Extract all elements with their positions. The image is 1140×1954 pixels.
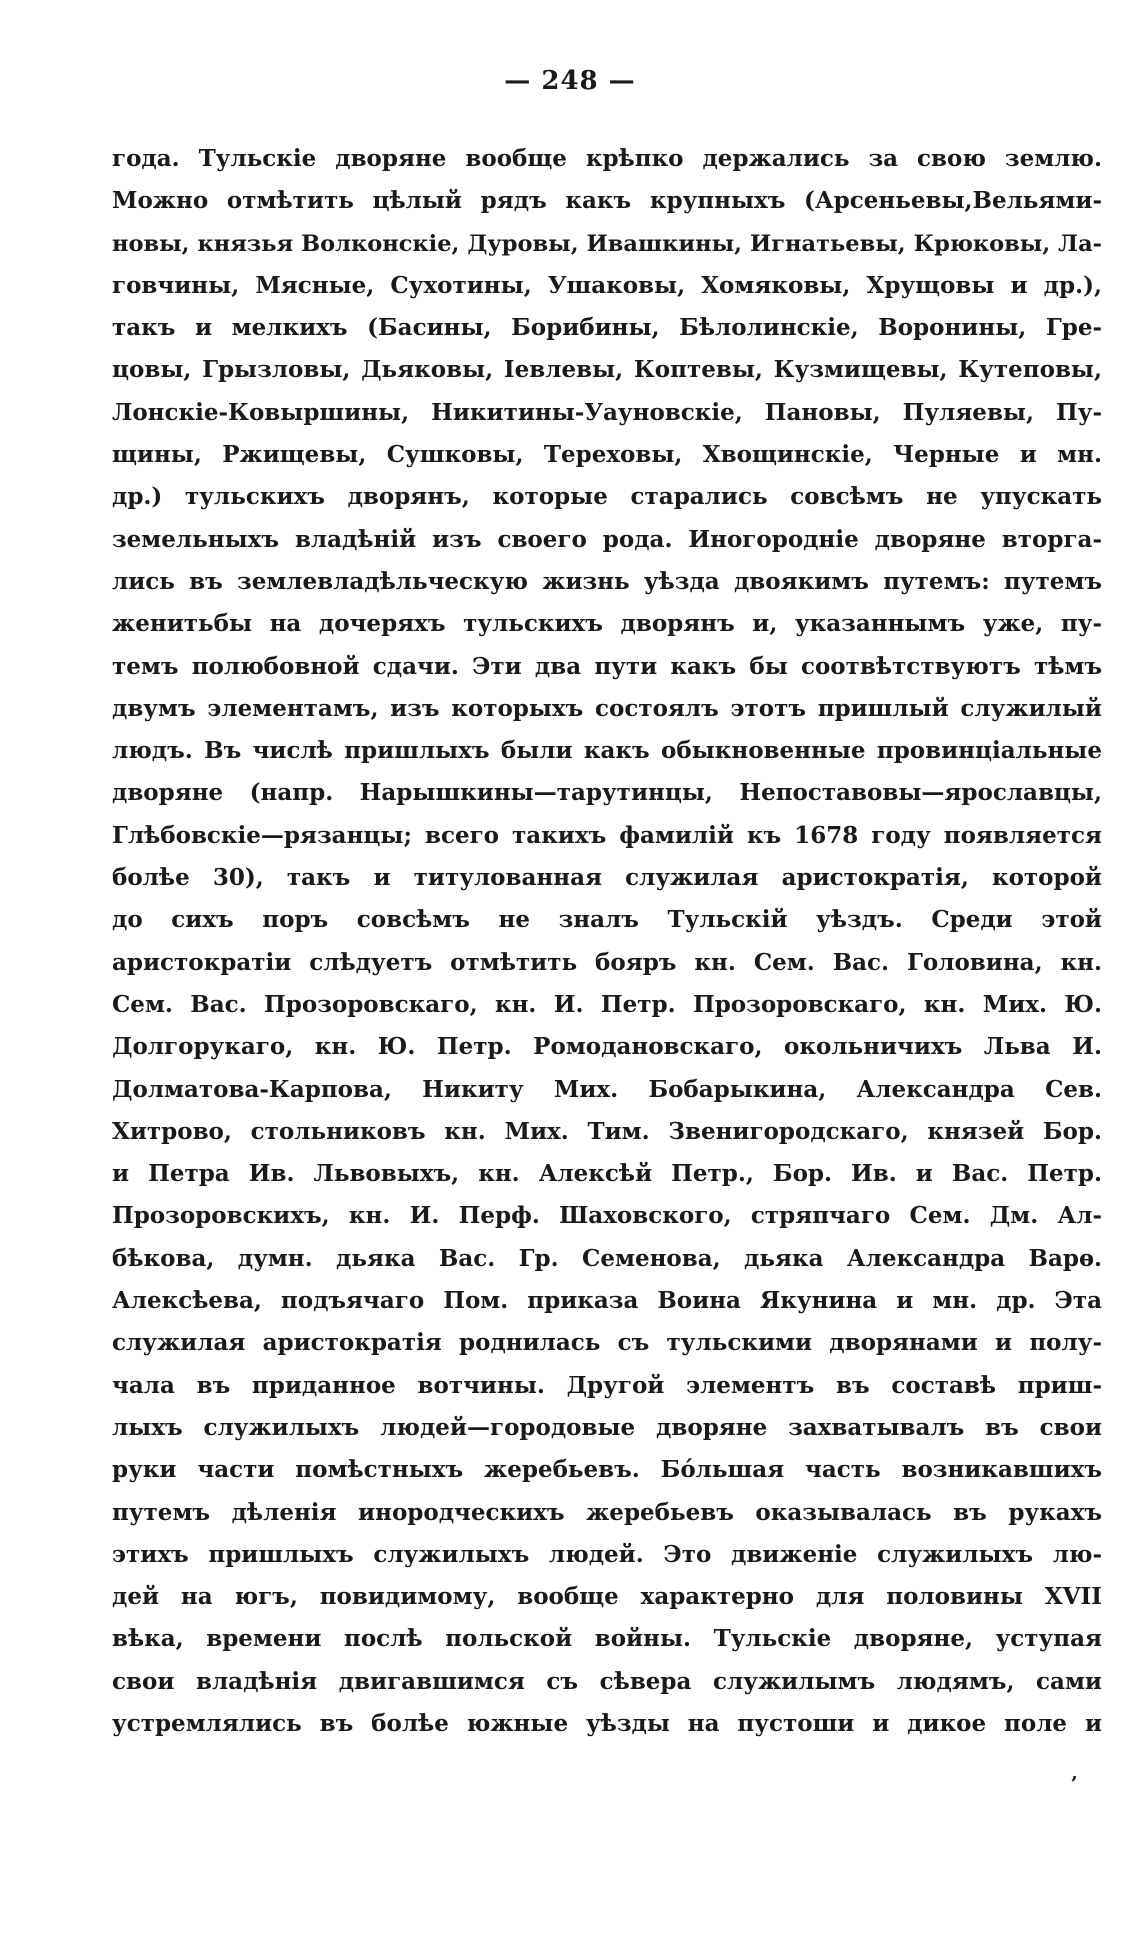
text-line: земельныхъ владѣній изъ своего рода. Иногородніе дворяне вторга- [112, 525, 1102, 553]
text-line: свои владѣнія двигавшимся съ сѣвера служилымъ людямъ, сами [112, 1667, 1102, 1695]
text-line: Лонскіе-Ковыршины, Никитины-Уауновскіе, Пановы, Пуляевы, Пу- [112, 398, 1102, 426]
text-line: бѣкова, думн. дьяка Вас. Гр. Семенова, дьяка Александра Варѳ. [112, 1244, 1102, 1272]
text-line: лись въ землевладѣльческую жизнь уѣзда двоякимъ путемъ: путемъ [112, 567, 1102, 595]
text-line: говчины, Мясные, Сухотины, Ушаковы, Хомяковы, Хрущовы и др.), [112, 271, 1102, 299]
text-line: Долматова-Карпова, Никиту Мих. Бобарыкина, Александра Сев. [112, 1075, 1102, 1103]
text-line: чала въ приданное вотчины. Другой элементъ въ составѣ приш- [112, 1371, 1102, 1399]
text-line: Хитрово, стольниковъ кн. Мих. Тим. Звенигородскаго, князей Бор. [112, 1117, 1102, 1145]
text-line: служилая аристократія роднилась съ тульскими дворянами и полу- [112, 1329, 1102, 1357]
text-line: Глѣбовскіе—рязанцы; всего такихъ фамилій къ 1678 году появляется [112, 821, 1102, 849]
text-line: темъ полюбовной сдачи. Эти два пути какъ бы соотвѣтствуютъ тѣмъ [112, 652, 1102, 680]
text-line: этихъ пришлыхъ служилыхъ людей. Это движеніе служилыхъ лю- [112, 1540, 1102, 1568]
text-line: руки части помѣстныхъ жеребьевъ. Бо́льшая часть возникавшихъ [112, 1456, 1102, 1484]
text-line: Сем. Вас. Прозоровскаго, кн. И. Петр. Прозоровскаго, кн. Мих. Ю. [112, 990, 1102, 1018]
text-line: дворяне (напр. Нарышкины—тарутинцы, Непоставовы—ярославцы, [112, 779, 1102, 807]
text-line: года. Тульскіе дворяне вообще крѣпко держались за свою землю. [112, 145, 1102, 172]
text-line: двумъ элементамъ, изъ которыхъ состоялъ этотъ пришлый служилый [112, 694, 1102, 722]
text-line: до сихъ поръ совсѣмъ не зналъ Тульскій уѣздъ. Среди этой [112, 906, 1102, 934]
text-line: такъ и мелкихъ (Басины, Борибины, Бѣлолинскіе, Воронины, Гре- [112, 314, 1102, 342]
text-line: Прозоровскихъ, кн. И. Перф. Шаховского, стряпчаго Сем. Дм. Ал- [112, 1202, 1102, 1230]
text-line: дей на югъ, повидимому, вообще характерно для половины XVII [112, 1583, 1102, 1611]
body-text [112, 138, 1102, 1745]
text-line: болѣе 30), такъ и титулованная служилая аристократія, которой [112, 864, 1102, 892]
text-line: цовы, Грызловы, Дьяковы, Іевлевы, Коптевы, Кузмищевы, Кутеповы, [112, 356, 1102, 384]
text-line: аристократіи слѣдуетъ отмѣтить бояръ кн. Сем. Вас. Головина, кн. [112, 948, 1102, 976]
text-line: устремлялись въ болѣе южные уѣзды на пустоши и дикое поле и [112, 1709, 1102, 1737]
text-line: Алексѣева, подъячаго Пом. приказа Воина Якунина и мн. др. Эта [112, 1287, 1102, 1315]
text-line: лыхъ служилыхъ людей—городовые дворяне захватывалъ въ свои [112, 1413, 1102, 1441]
text-line: вѣка, времени послѣ польской войны. Тульскіе дворяне, уступая [112, 1625, 1102, 1653]
text-line: женитьбы на дочеряхъ тульскихъ дворянъ и, указаннымъ уже, пу- [112, 610, 1102, 638]
page-number: — 248 — [504, 66, 636, 96]
stray-mark: ‚ [1071, 1760, 1078, 1784]
text-line: людъ. Въ числѣ пришлыхъ были какъ обыкновенные провинціальные [112, 737, 1102, 765]
text-line: путемъ дѣленія инородческихъ жеребьевъ оказывалась въ рукахъ [112, 1498, 1102, 1526]
text-line: щины, Ржищевы, Сушковы, Тереховы, Хвощинскіе, Черные и мн. [112, 441, 1102, 469]
text-line: и Петра Ив. Львовыхъ, кн. Алексѣй Петр., Бор. Ив. и Вас. Петр. [112, 1160, 1102, 1188]
text-line: Можно отмѣтить цѣлый рядъ какъ крупныхъ (Арсеньевы,Вельями- [112, 187, 1102, 215]
text-line: Долгорукаго, кн. Ю. Петр. Ромодановскаго, окольничихъ Льва И. [112, 1033, 1102, 1061]
text-line: др.) тульскихъ дворянъ, которые старались совсѣмъ не упускать [112, 483, 1102, 511]
text-line: новы, князья Волконскіе, Дуровы, Ивашкины, Игнатьевы, Крюковы, Ла- [112, 230, 1102, 257]
